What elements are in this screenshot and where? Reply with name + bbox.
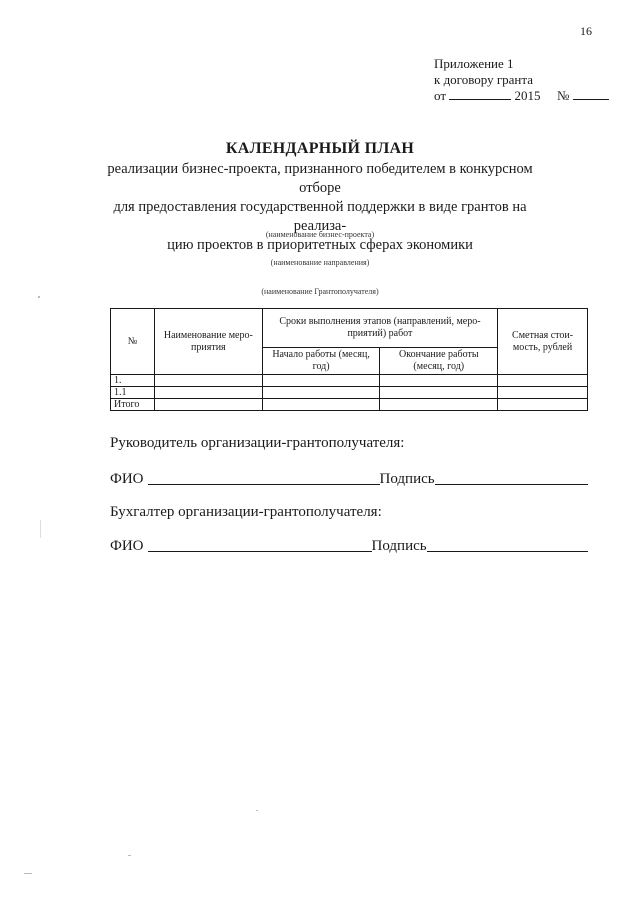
cell-empty (498, 387, 588, 399)
number-blank (573, 89, 609, 100)
appendix-block (434, 56, 609, 104)
cell-empty (262, 399, 380, 411)
appendix-year: 2015 (514, 88, 541, 103)
header-end-date: Окончание работы (месяц, год) (380, 348, 498, 375)
appendix-date-prefix: от (434, 88, 447, 103)
accountant-fio-label: ФИО (110, 538, 144, 554)
caption-direction: (наименование направления) (270, 258, 370, 267)
scan-speck (40, 520, 41, 538)
row-total: Итого (111, 399, 155, 411)
document-title: КАЛЕНДАРНЫЙ ПЛАН (225, 140, 415, 157)
appendix-line-2: к договору гранта (434, 72, 533, 87)
appendix-date-line (434, 88, 609, 104)
calendar-plan-table (110, 308, 588, 411)
caption-project: (наименование бизнес-проекта) (265, 230, 375, 239)
table-row (111, 375, 588, 387)
head-fio-label: ФИО (110, 471, 144, 487)
appendix-number-sign: № (557, 88, 570, 103)
cell-empty (380, 375, 498, 387)
header-start-date: Начало работы (месяц, год) (262, 348, 380, 375)
accountant-fio-field (148, 537, 372, 552)
scan-speck (24, 873, 32, 874)
subtitle-line-3: цию проектов в приоритетных сферах экономики (167, 237, 473, 253)
caption-grantee: (наименование Грантополучателя) (261, 287, 379, 296)
row-number: 1.1 (111, 387, 155, 399)
cell-empty (154, 375, 262, 387)
subtitle-line-2: для предоставления государственной поддержки в виде грантов на реализа- (113, 199, 527, 234)
cell-empty (262, 375, 380, 387)
table-row (111, 387, 588, 399)
cell-empty (380, 387, 498, 399)
subtitle-line-1: реализации бизнес-проекта, признанного победителем в конкурсном отборе (107, 161, 533, 196)
head-label: Руководитель организации-грантополучателя: (110, 435, 405, 451)
accountant-label: Бухгалтер организации-грантополучателя: (110, 504, 382, 520)
scan-speck (128, 855, 131, 856)
cell-empty (380, 399, 498, 411)
date-blank (449, 89, 511, 100)
cell-empty (498, 399, 588, 411)
table-row (111, 399, 588, 411)
head-signature-label: Подпись (379, 471, 435, 487)
page-number: 16 (580, 24, 592, 38)
cell-empty (154, 387, 262, 399)
accountant-signature-label: Подпись (371, 538, 427, 554)
accountant-signature-field (427, 537, 588, 552)
scan-speck (256, 810, 258, 811)
head-signature-field (435, 470, 588, 485)
appendix-line-1: Приложение 1 (434, 56, 514, 71)
head-signature-line (110, 470, 588, 488)
scan-speck (38, 296, 40, 298)
cell-empty (498, 375, 588, 387)
cell-empty (262, 387, 380, 399)
head-fio-field (148, 470, 380, 485)
row-number: 1. (111, 375, 155, 387)
header-estimated-cost: Сметная стои-мость, рублей (498, 309, 588, 375)
header-event-name: Наименование меро-приятия (154, 309, 262, 375)
accountant-signature-line (110, 537, 588, 555)
cell-empty (154, 399, 262, 411)
header-deadlines: Сроки выполнения этапов (направлений, меро-приятий) работ (262, 309, 497, 348)
header-number: № (111, 309, 155, 375)
